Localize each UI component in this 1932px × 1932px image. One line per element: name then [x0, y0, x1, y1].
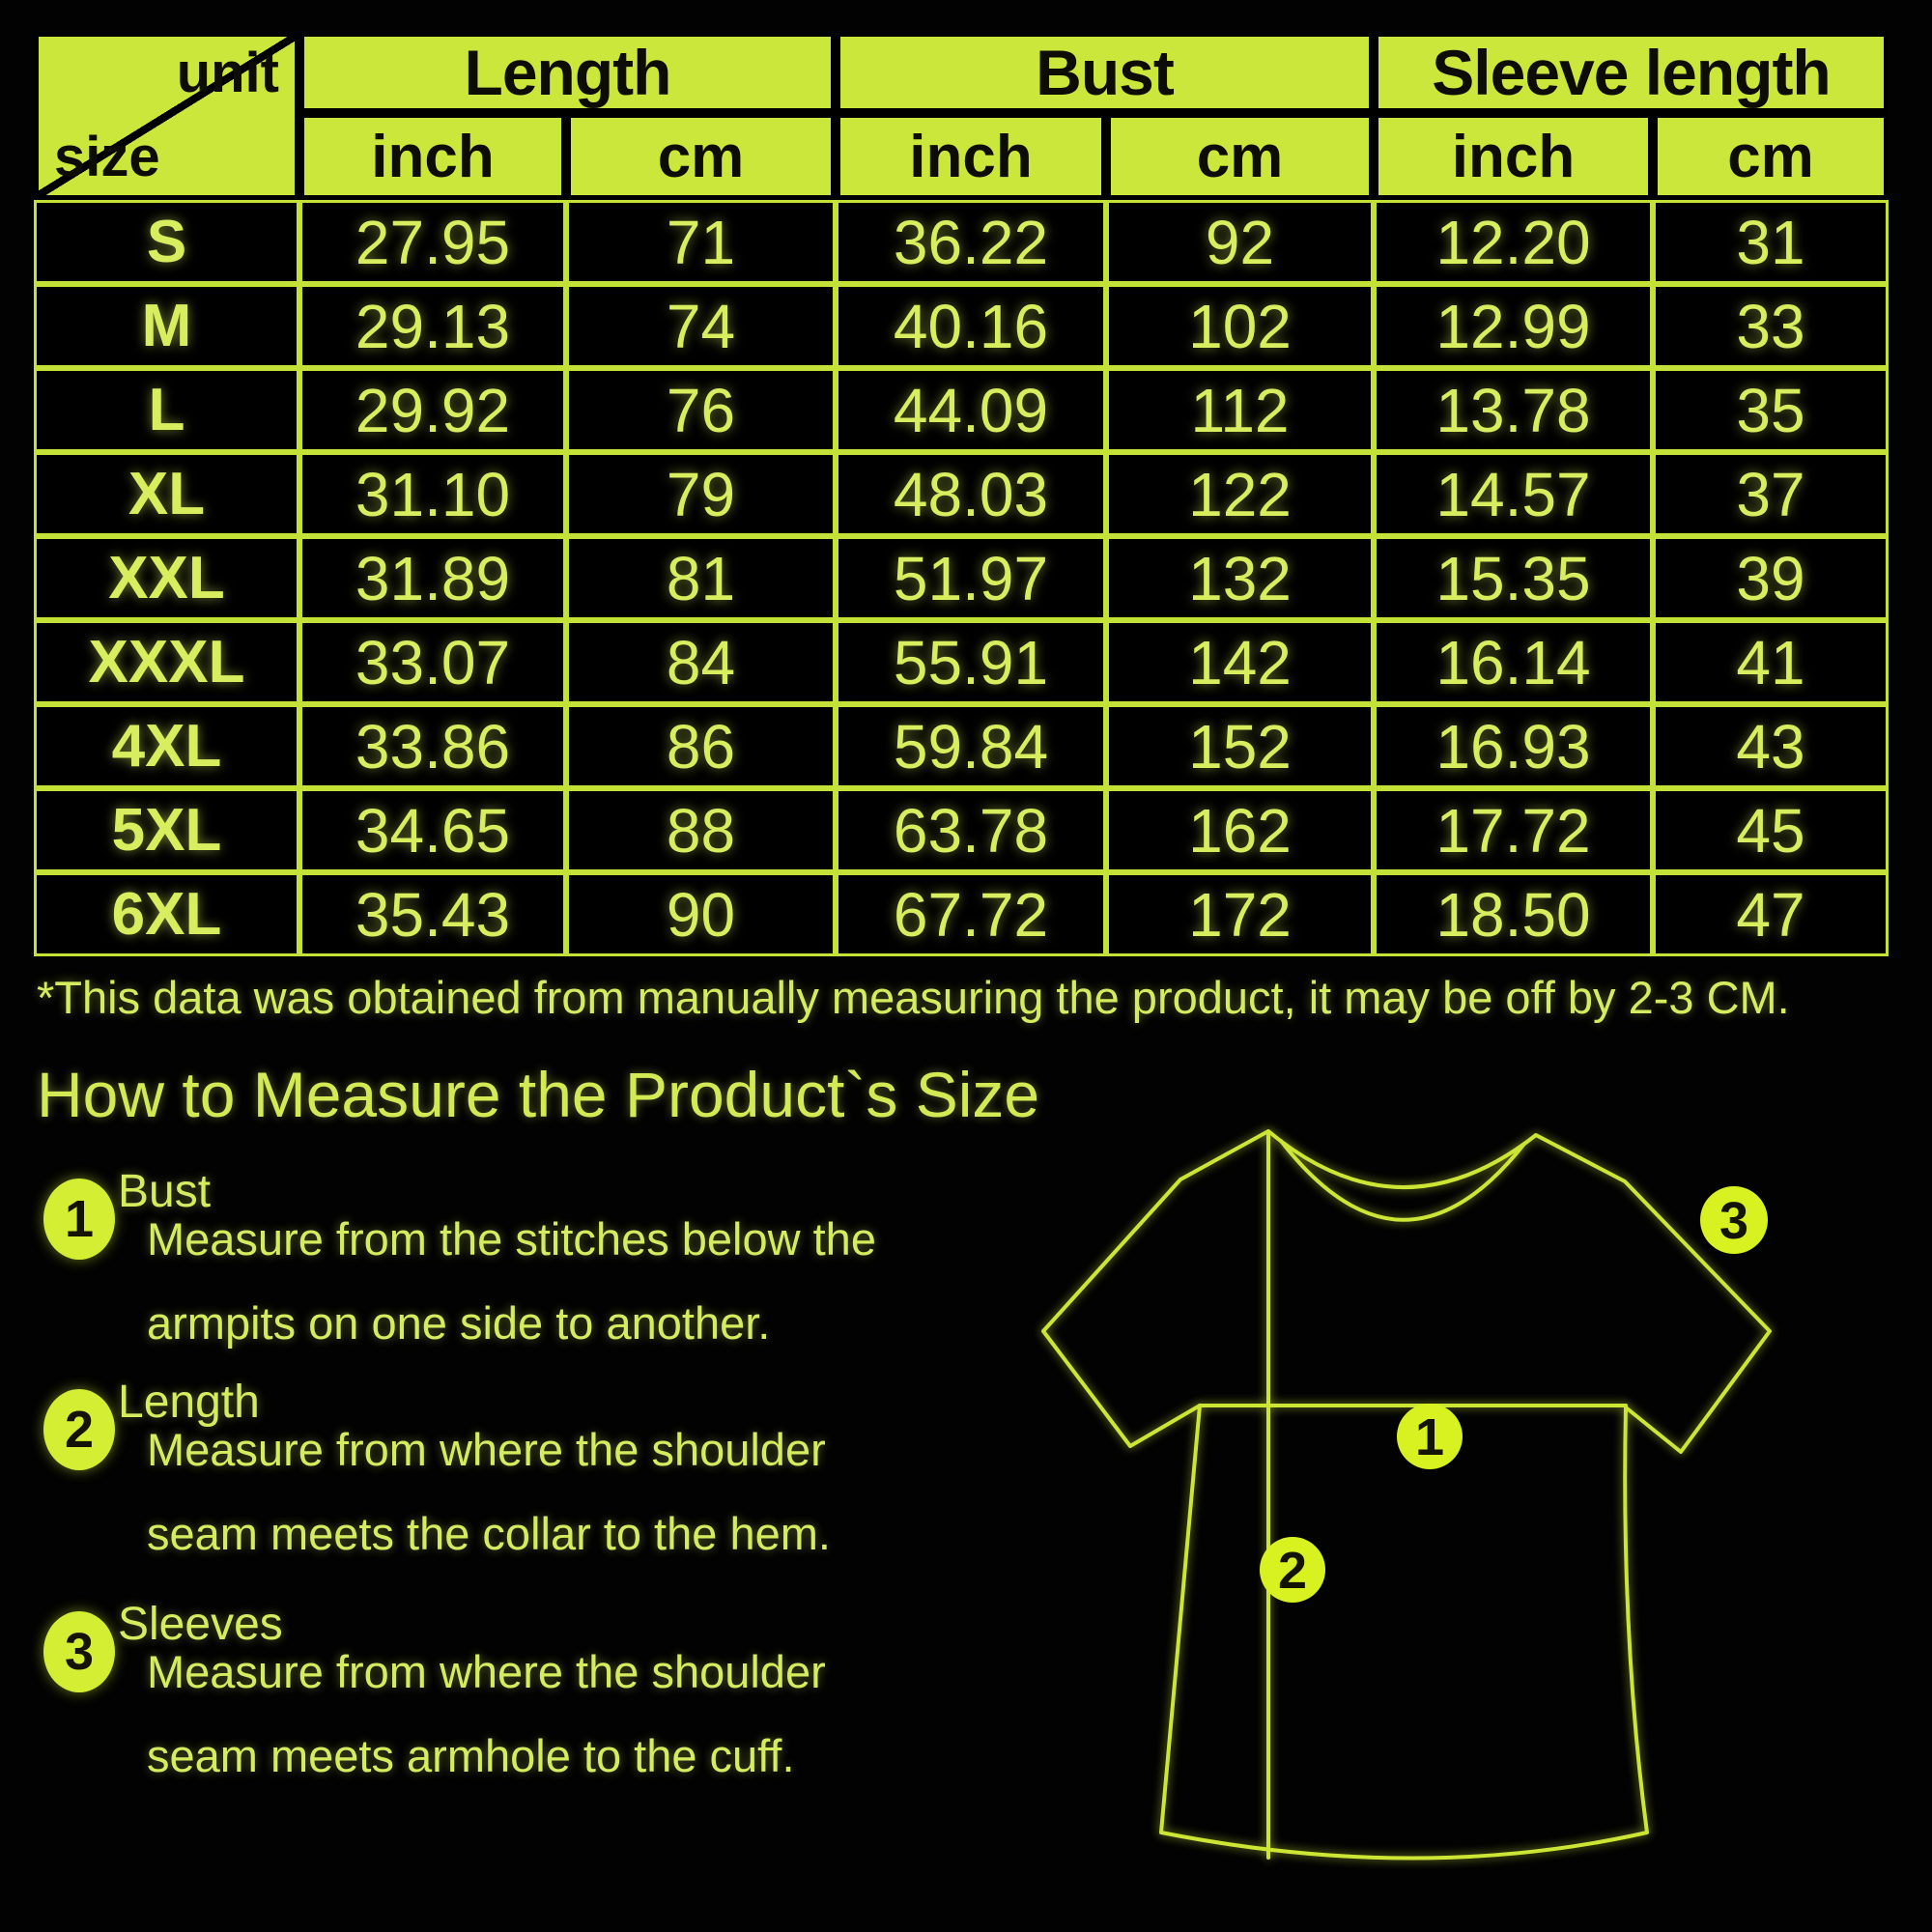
row-size-label: 4XL: [34, 704, 299, 788]
data-cell-sleeve-inch: 18.50: [1374, 872, 1653, 956]
data-cell-sleeve-inch: 12.20: [1374, 200, 1653, 284]
step-1-badge: [43, 1179, 115, 1260]
guide-heading: How to Measure the Product`s Size: [37, 1059, 1040, 1130]
data-cell-sleeve-inch: 13.78: [1374, 368, 1653, 452]
data-cell-length-inch: 31.10: [299, 452, 566, 536]
guide-item-title: Bust: [118, 1166, 212, 1217]
subheader-bust-inch: inch: [836, 113, 1106, 200]
row-size-label: XXL: [34, 536, 299, 620]
step-3-badge: [43, 1611, 115, 1692]
data-cell-bust-cm: 142: [1106, 620, 1374, 704]
data-cell-bust-inch: 36.22: [836, 200, 1106, 284]
tshirt-diagram: [1014, 1096, 1927, 1927]
data-cell-bust-cm: 162: [1106, 788, 1374, 872]
guide-item-title: Sleeves: [118, 1599, 283, 1650]
subheader-sleeve-inch: inch: [1374, 113, 1653, 200]
step-3-number: 3: [64, 1623, 95, 1681]
data-cell-bust-cm: 132: [1106, 536, 1374, 620]
data-cell-bust-cm: 152: [1106, 704, 1374, 788]
subheader-bust-cm: cm: [1106, 113, 1374, 200]
data-cell-sleeve-cm: 31: [1653, 200, 1889, 284]
data-cell-bust-cm: 112: [1106, 368, 1374, 452]
row-size-label: L: [34, 368, 299, 452]
measurement-note: *This data was obtained from manually measuring the product, it may be off by 2-3 CM.: [37, 972, 1790, 1023]
guide-item-text: Measure from the stitches below the: [147, 1213, 876, 1264]
data-cell-length-cm: 88: [566, 788, 836, 872]
guide-item-title: Length: [118, 1377, 260, 1428]
data-cell-length-inch: 29.92: [299, 368, 566, 452]
data-cell-length-cm: 76: [566, 368, 836, 452]
data-cell-sleeve-cm: 33: [1653, 284, 1889, 368]
marker-3-number: 3: [1719, 1192, 1749, 1250]
data-cell-sleeve-inch: 16.93: [1374, 704, 1653, 788]
data-cell-length-inch: 31.89: [299, 536, 566, 620]
data-cell-sleeve-cm: 37: [1653, 452, 1889, 536]
guide-item-text: Measure from where the shoulder: [147, 1646, 826, 1697]
data-cell-bust-cm: 122: [1106, 452, 1374, 536]
guide-item-length: [0, 1370, 918, 1592]
data-cell-length-cm: 79: [566, 452, 836, 536]
data-cell-sleeve-cm: 41: [1653, 620, 1889, 704]
data-cell-sleeve-inch: 14.57: [1374, 452, 1653, 536]
data-cell-sleeve-cm: 43: [1653, 704, 1889, 788]
data-cell-length-inch: 29.13: [299, 284, 566, 368]
data-cell-length-inch: 27.95: [299, 200, 566, 284]
data-cell-length-cm: 74: [566, 284, 836, 368]
guide-item-bust: [0, 1159, 918, 1381]
data-cell-bust-inch: 51.97: [836, 536, 1106, 620]
column-group-bust: Bust: [836, 32, 1374, 113]
data-cell-sleeve-cm: 47: [1653, 872, 1889, 956]
marker-1-number: 1: [1414, 1408, 1445, 1466]
subheader-length-inch: inch: [299, 113, 566, 200]
data-cell-bust-cm: 172: [1106, 872, 1374, 956]
tshirt-collar-front: [1281, 1141, 1524, 1220]
column-group-length: Length: [299, 32, 836, 113]
data-cell-sleeve-cm: 35: [1653, 368, 1889, 452]
data-cell-length-cm: 71: [566, 200, 836, 284]
data-cell-sleeve-inch: 16.14: [1374, 620, 1653, 704]
step-1-number: 1: [64, 1190, 95, 1248]
step-2-badge: [43, 1389, 115, 1470]
data-cell-bust-inch: 40.16: [836, 284, 1106, 368]
guide-item-text: seam meets the collar to the hem.: [147, 1508, 831, 1559]
data-cell-bust-cm: 102: [1106, 284, 1374, 368]
data-cell-length-cm: 90: [566, 872, 836, 956]
data-cell-sleeve-cm: 45: [1653, 788, 1889, 872]
tshirt-outline: [1043, 1131, 1770, 1859]
column-group-sleeve-length: Sleeve length: [1374, 32, 1889, 113]
data-cell-sleeve-cm: 39: [1653, 536, 1889, 620]
subheader-length-cm: cm: [566, 113, 836, 200]
guide-item-sleeves: [0, 1592, 918, 1814]
row-size-label: 6XL: [34, 872, 299, 956]
data-cell-length-cm: 81: [566, 536, 836, 620]
data-cell-length-inch: 35.43: [299, 872, 566, 956]
guide-item-text: seam meets armhole to the cuff.: [147, 1730, 795, 1781]
row-size-label: 5XL: [34, 788, 299, 872]
marker-2-number: 2: [1277, 1542, 1308, 1600]
guide-item-text: Measure from where the shoulder: [147, 1424, 826, 1475]
data-cell-length-cm: 84: [566, 620, 836, 704]
data-cell-bust-inch: 59.84: [836, 704, 1106, 788]
data-cell-bust-inch: 63.78: [836, 788, 1106, 872]
data-cell-bust-inch: 44.09: [836, 368, 1106, 452]
data-cell-sleeve-inch: 15.35: [1374, 536, 1653, 620]
data-cell-bust-cm: 92: [1106, 200, 1374, 284]
data-cell-bust-inch: 67.72: [836, 872, 1106, 956]
row-size-label: XL: [34, 452, 299, 536]
data-cell-sleeve-inch: 12.99: [1374, 284, 1653, 368]
data-cell-length-inch: 33.86: [299, 704, 566, 788]
data-cell-sleeve-inch: 17.72: [1374, 788, 1653, 872]
row-size-label: XXXL: [34, 620, 299, 704]
size-table: [34, 32, 1889, 956]
data-cell-length-inch: 34.65: [299, 788, 566, 872]
step-2-number: 2: [64, 1401, 95, 1459]
guide-item-text: armpits on one side to another.: [147, 1297, 771, 1349]
corner-unit-label: unit: [176, 42, 279, 104]
row-size-label: S: [34, 200, 299, 284]
data-cell-bust-inch: 55.91: [836, 620, 1106, 704]
data-cell-length-cm: 86: [566, 704, 836, 788]
corner-size-label: size: [54, 126, 160, 188]
row-size-label: M: [34, 284, 299, 368]
data-cell-length-inch: 33.07: [299, 620, 566, 704]
subheader-sleeve-cm: cm: [1653, 113, 1889, 200]
table-corner-cell: [34, 32, 299, 200]
data-cell-bust-inch: 48.03: [836, 452, 1106, 536]
